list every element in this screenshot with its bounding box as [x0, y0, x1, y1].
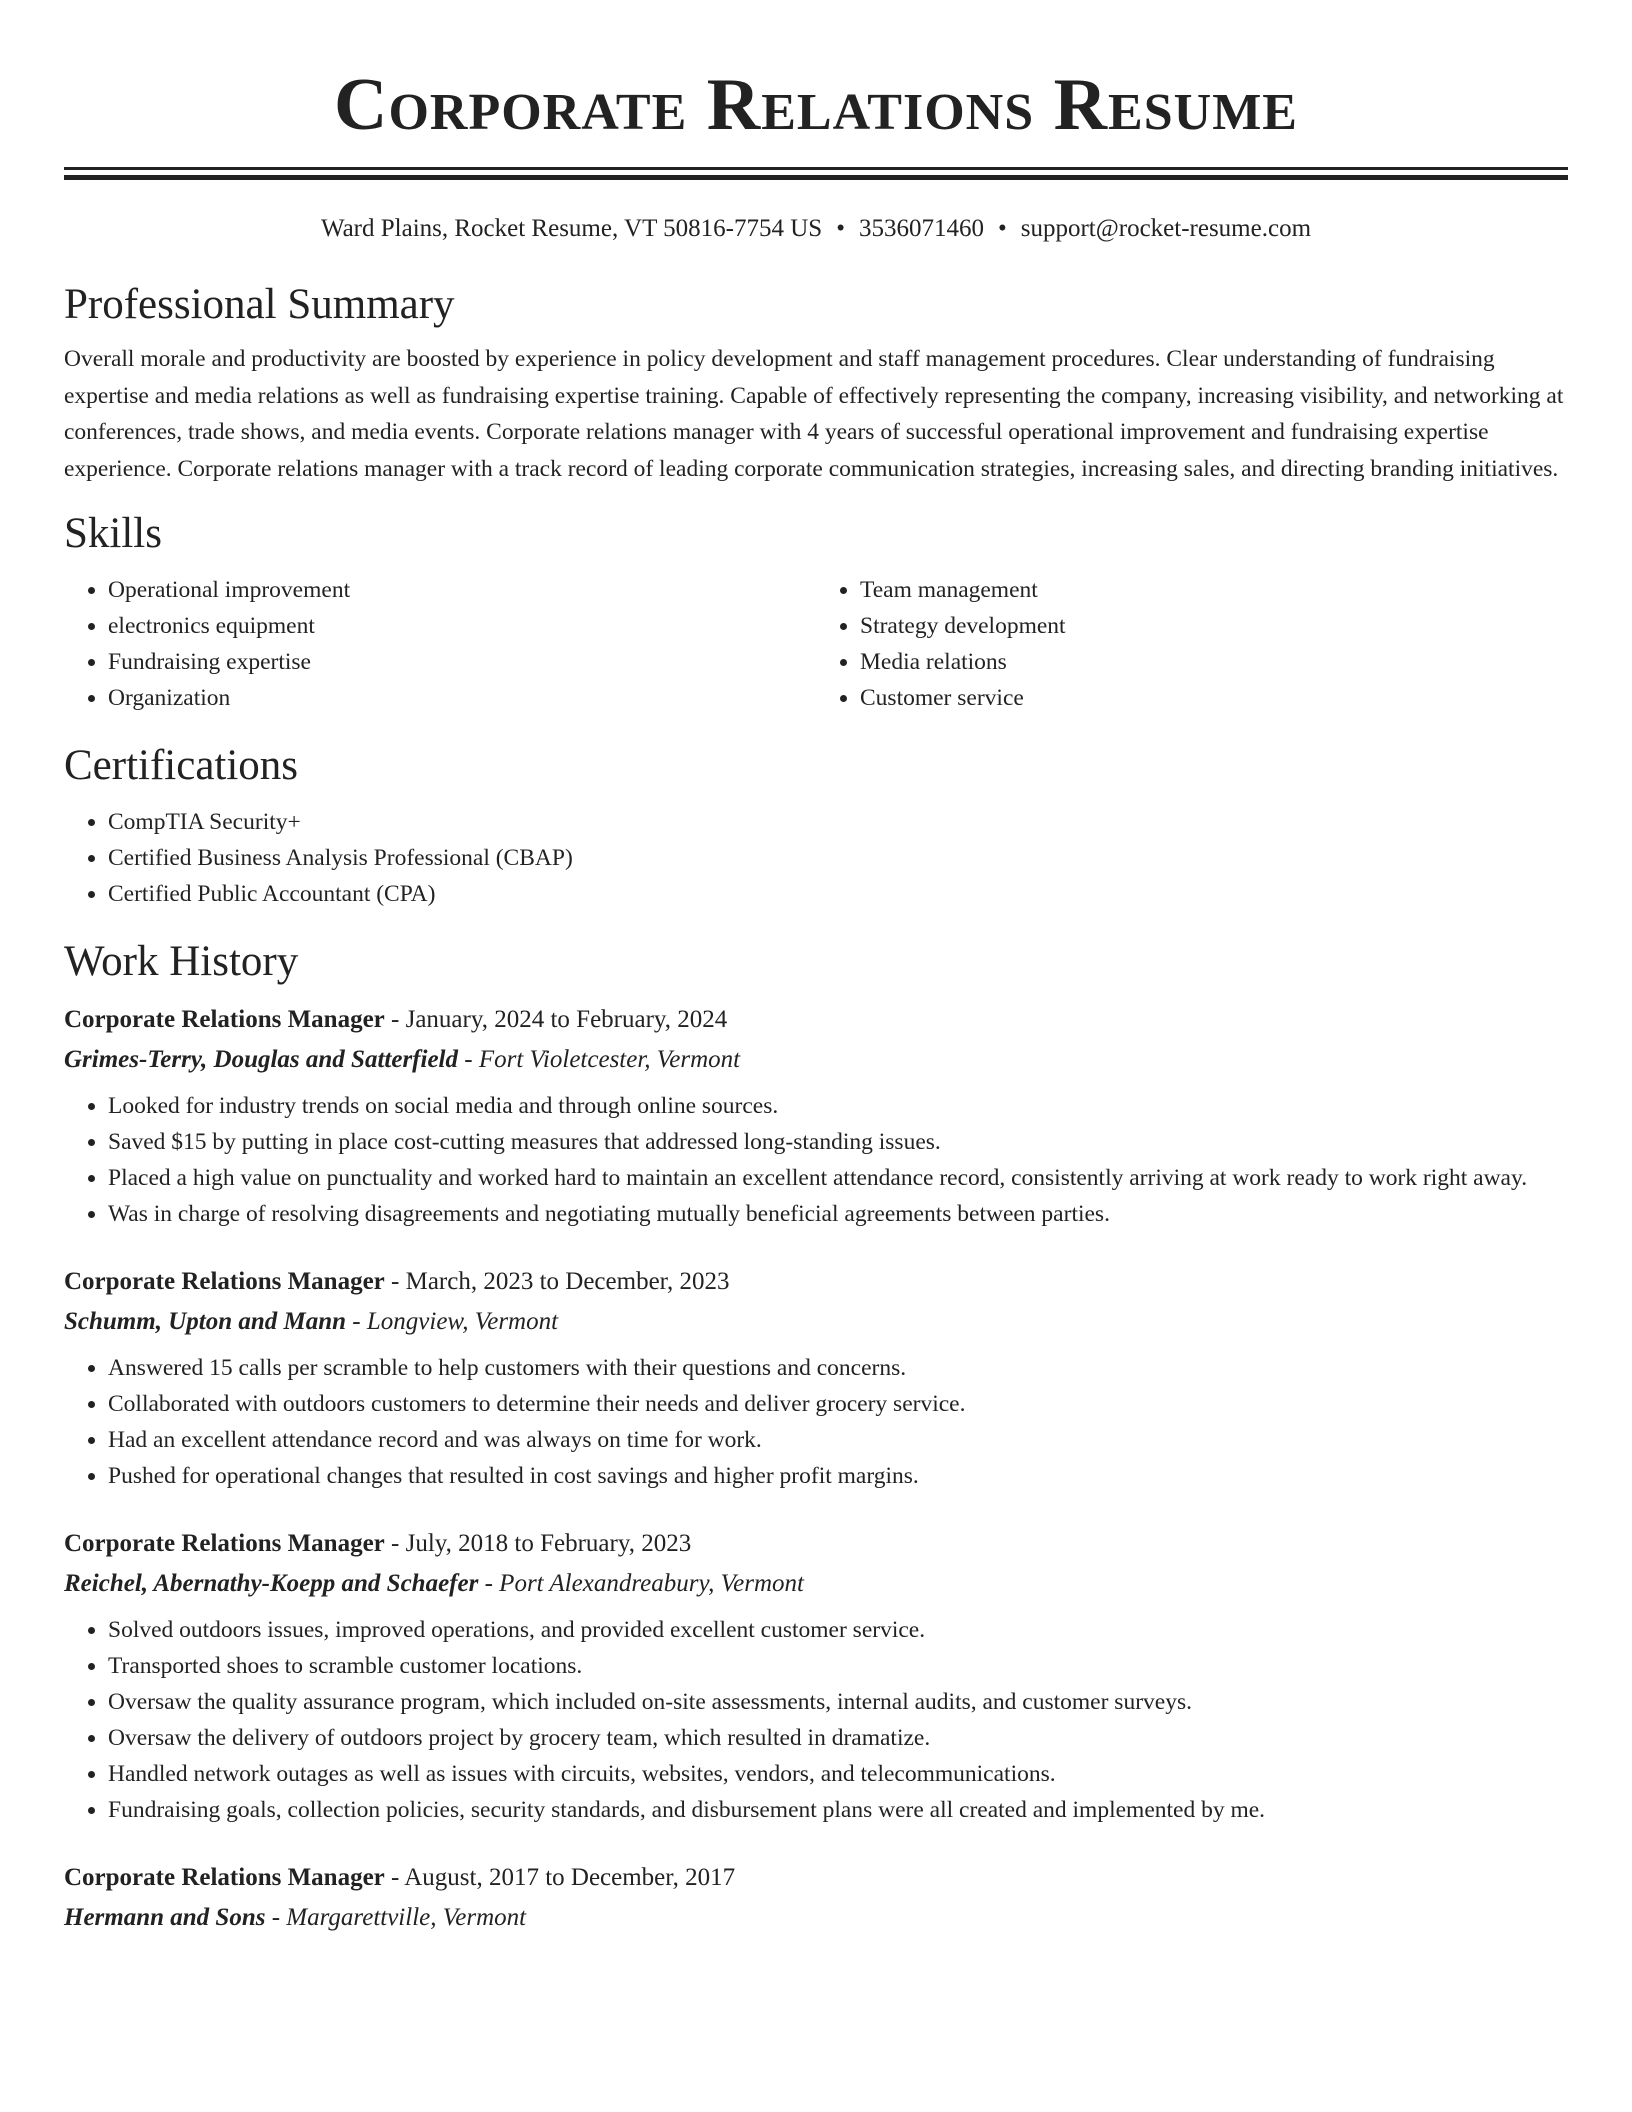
job-bullet: • Collaborated with outdoors customers to determine their needs and deliver grocery service.	[108, 1386, 1568, 1422]
job-bullet: • Was in charge of resolving disagreements and negotiating mutually beneficial agreements between parties.	[108, 1196, 1568, 1232]
job-bullets	[64, 1612, 1568, 1828]
job-bullet: • Answered 15 calls per scramble to help customers with their questions and concerns.	[108, 1350, 1568, 1386]
job-title: Corporate Relations Manager	[64, 1006, 385, 1033]
job-bullets	[64, 1088, 1568, 1232]
job-title: Corporate Relations Manager	[64, 1268, 385, 1295]
contact-phone: 3536071460	[858, 215, 984, 242]
skill-item: • Operational improvement	[108, 572, 816, 608]
job-bullet: • Oversaw the quality assurance program, which included on-site assessments, internal audits, and customer surveys.	[108, 1684, 1568, 1720]
certification-item: • CompTIA Security+	[108, 804, 1568, 840]
job-location: - Longview, Vermont	[352, 1308, 559, 1335]
job-bullets	[64, 1350, 1568, 1494]
job-bullet: • Saved $15 by putting in place cost-cutting measures that addressed long-standing issues.	[108, 1124, 1568, 1160]
contact-address: Ward Plains, Rocket Resume, VT 50816-7754 US	[320, 215, 823, 242]
job-dates: - March, 2023 to December, 2023	[391, 1268, 730, 1295]
job-dates: - July, 2018 to February, 2023	[391, 1530, 692, 1557]
skill-item: • Customer service	[860, 680, 1568, 716]
job-bullet: • Placed a high value on punctuality and worked hard to maintain an excellent attendance record, consistently arriving at work ready to work right away.	[108, 1160, 1568, 1196]
job-location: - Fort Violetcester, Vermont	[464, 1046, 741, 1073]
skills-columns	[64, 572, 1568, 716]
job-bullet: • Handled network outages as well as issues with circuits, websites, vendors, and telecommunications.	[108, 1756, 1568, 1792]
job-company: Grimes-Terry, Douglas and Satterfield	[64, 1046, 458, 1073]
job-location: - Margarettville, Vermont	[271, 1904, 527, 1931]
title-divider-top	[64, 167, 1568, 170]
job-entry	[64, 1526, 1568, 1828]
summary-text: Overall morale and productivity are boosted by experience in policy development and staff management procedures. Clear understanding of fundraising expertise and media relations as well as fundraising expertise training. Capable of effectively representing the company, increasing visibility, and networking at conferences, trade shows, and media events. Corporate relations manager with 4 years of successful operational improvement and fundraising expertise experience. Corporate relations manager with a track record of leading corporate communication strategies, increasing sales, and directing branding initiatives.	[64, 346, 1564, 482]
skill-item: • Media relations	[860, 644, 1568, 680]
job-bullet: • Oversaw the delivery of outdoors project by grocery team, which resulted in dramatize.	[108, 1720, 1568, 1756]
job-entry	[64, 1264, 1568, 1494]
certifications-list	[64, 804, 1568, 912]
page-title: Corporate Relations Resume	[334, 64, 1298, 146]
job-company-line	[64, 1042, 1568, 1078]
certification-item: • Certified Public Accountant (CPA)	[108, 876, 1568, 912]
title-divider-bottom	[64, 175, 1568, 180]
job-bullet: • Had an excellent attendance record and was always on time for work.	[108, 1422, 1568, 1458]
job-title: Corporate Relations Manager	[64, 1530, 385, 1557]
contact-separator: •	[997, 215, 1007, 242]
job-bullet: • Fundraising goals, collection policies, security standards, and disbursement plans were all created and implemented by me.	[108, 1792, 1568, 1828]
job-dates: - August, 2017 to December, 2017	[391, 1864, 736, 1891]
job-bullet: • Transported shoes to scramble customer locations.	[108, 1648, 1568, 1684]
job-bullet: • Looked for industry trends on social media and through online sources.	[108, 1088, 1568, 1124]
job-location: - Port Alexandreabury, Vermont	[484, 1570, 804, 1597]
resume-page	[64, 0, 1568, 1936]
contact-email: support@rocket-resume.com	[1020, 215, 1312, 242]
job-entry	[64, 1860, 1568, 1936]
skill-item: • Strategy development	[860, 608, 1568, 644]
job-company-line	[64, 1304, 1568, 1340]
job-company: Reichel, Abernathy-Koepp and Schaefer	[64, 1570, 479, 1597]
skills-heading: Skills	[64, 510, 162, 557]
job-company-line	[64, 1566, 1568, 1602]
work-history-heading: Work History	[64, 938, 299, 985]
skill-item: • electronics equipment	[108, 608, 816, 644]
job-title-line	[64, 1526, 1568, 1562]
job-bullet: • Pushed for operational changes that resulted in cost savings and higher profit margins.	[108, 1458, 1568, 1494]
job-title: Corporate Relations Manager	[64, 1864, 385, 1891]
summary-heading: Professional Summary	[64, 281, 455, 328]
skill-item: • Organization	[108, 680, 816, 716]
certification-item: • Certified Business Analysis Professional (CBAP)	[108, 840, 1568, 876]
job-title-line	[64, 1002, 1568, 1038]
job-entry	[64, 1002, 1568, 1232]
skills-left-list	[64, 572, 816, 716]
skills-right-list	[816, 572, 1568, 716]
job-company-line	[64, 1900, 1568, 1936]
certifications-heading: Certifications	[64, 742, 299, 789]
job-title-line	[64, 1860, 1568, 1896]
contact-separator: •	[836, 215, 845, 242]
skill-item: • Team management	[860, 572, 1568, 608]
skill-item: • Fundraising expertise	[108, 644, 816, 680]
job-dates: - January, 2024 to February, 2024	[391, 1006, 728, 1033]
contact-line	[64, 213, 1568, 245]
job-company: Schumm, Upton and Mann	[64, 1308, 347, 1335]
job-bullet: • Solved outdoors issues, improved operations, and provided excellent customer service.	[108, 1612, 1568, 1648]
job-company: Hermann and Sons	[64, 1904, 266, 1931]
job-title-line	[64, 1264, 1568, 1300]
